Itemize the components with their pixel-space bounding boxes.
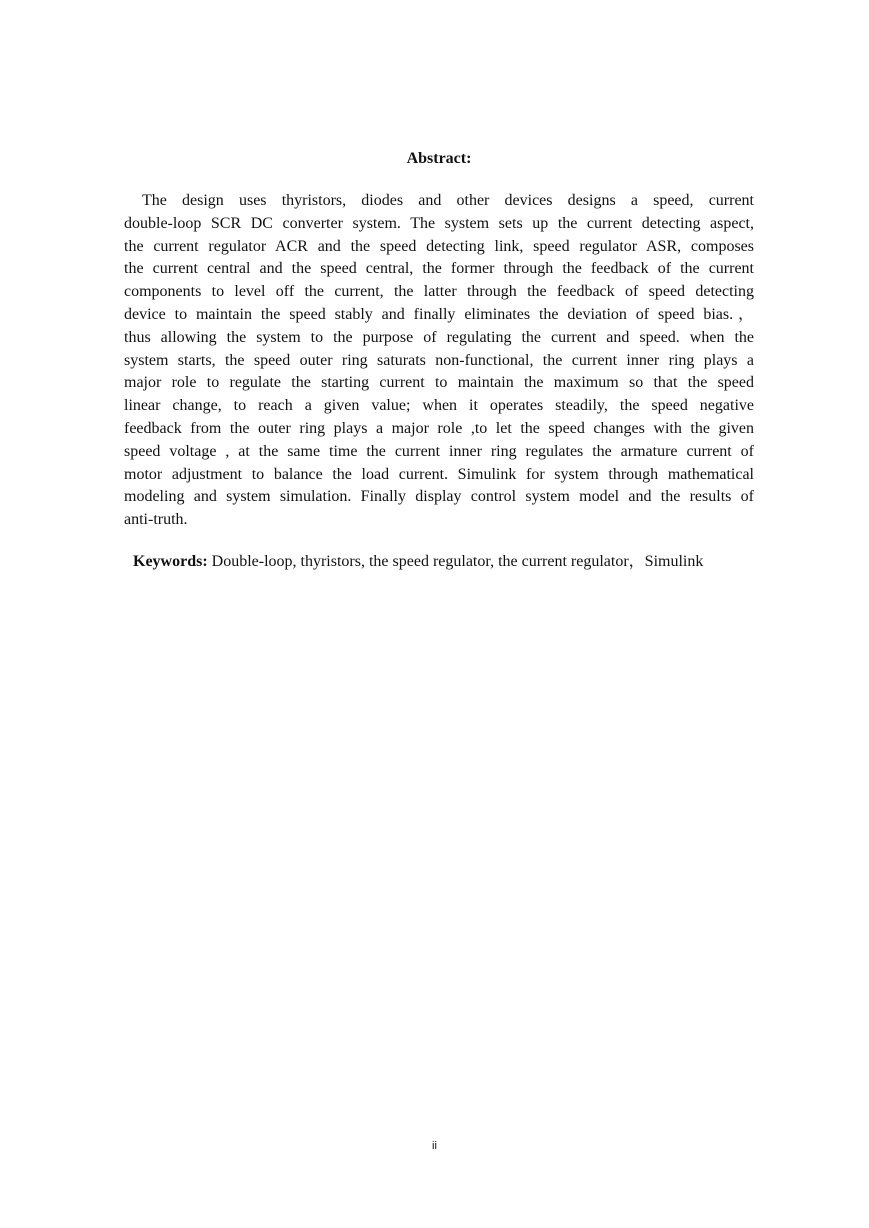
- keywords-line: [133, 551, 758, 573]
- keywords-text: Double-loop, thyristors, the speed regulator, the current regulator，Simulink: [207, 553, 704, 570]
- abstract-line: feedback from the outer ring plays a major role ,to let the speed changes with the given: [124, 419, 754, 437]
- keywords-label: Keywords:: [133, 553, 208, 570]
- abstract-line: linear change, to reach a given value; when it operates steadily, the speed negative: [124, 397, 754, 415]
- abstract-line: motor adjustment to balance the load current. Simulink for system through mathematical: [124, 465, 754, 483]
- abstract-line: double-loop SCR DC converter system. The system sets up the current detecting aspect,: [124, 214, 754, 232]
- abstract-heading: Abstract:: [406, 150, 472, 167]
- abstract-body: [124, 190, 754, 532]
- abstract-line: The design uses thyristors, diodes and other devices designs a speed, current: [142, 192, 754, 209]
- abstract-line: major role to regulate the starting current to maintain the maximum so that the speed: [124, 374, 754, 392]
- page-number: ii: [432, 1140, 437, 1152]
- abstract-line: components to level off the current, the latter through the feedback of speed detecting: [124, 283, 754, 301]
- abstract-line: modeling and system simulation. Finally display control system model and the results of: [124, 488, 754, 506]
- abstract-line: thus allowing the system to the purpose of regulating the current and speed. when the: [124, 328, 754, 346]
- abstract-line: anti-truth.: [124, 511, 188, 529]
- abstract-line: system starts, the speed outer ring saturats non-functional, the current inner ring plays a: [124, 351, 754, 369]
- abstract-line: speed voltage , at the same time the current inner ring regulates the armature current of: [124, 442, 754, 460]
- abstract-line: device to maintain the speed stably and finally eliminates the deviation of speed bias.，: [124, 305, 754, 323]
- abstract-line: the current central and the speed central, the former through the feedback of the current: [124, 260, 754, 278]
- abstract-line: the current regulator ACR and the speed detecting link, speed regulator ASR, composes: [124, 237, 754, 255]
